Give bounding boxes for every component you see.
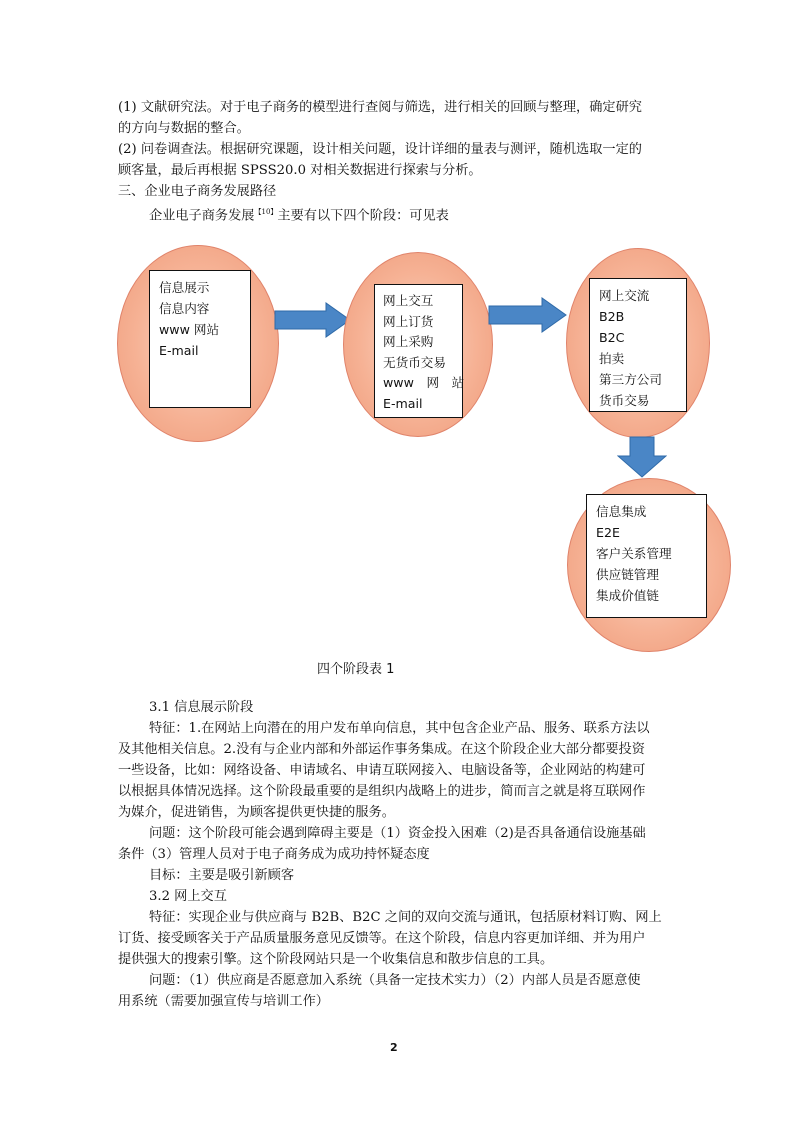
stage3-item: 货币交易 bbox=[599, 393, 650, 408]
stage4-item: 集成价值链 bbox=[596, 588, 659, 603]
reference-marker: 【10】 bbox=[254, 208, 278, 216]
paragraph-text: 问题：（1）供应商是否愿意加入系统（具备一定技术实力）（2）内部人员是否愿意使 bbox=[149, 973, 641, 988]
paragraph-text: 订货、接受顾客关于产品质量服务意见反馈等。在这个阶段，信息内容更加详细、并为用户 bbox=[118, 931, 646, 946]
stage1-item: 信息展示 bbox=[159, 280, 210, 295]
paragraph-method-1a: (1) 文献研究法。对于电子商务的模型进行查阅与筛选，进行相关的回顾与整理，确定研究 bbox=[118, 100, 642, 115]
right-arrow-icon bbox=[488, 297, 568, 333]
stage1-box bbox=[149, 270, 251, 408]
right-arrow-icon bbox=[274, 302, 352, 338]
page-number: 2 bbox=[390, 1041, 398, 1054]
stage2-item: E-mail bbox=[383, 395, 423, 411]
paragraph-method-2b: 顾客量，最后再根据 SPSS20.0 对相关数据进行探索与分析。 bbox=[118, 163, 482, 178]
paragraph-text: 以根据具体情况选择。这个阶段最重要的是组织内战略上的进步，简而言之就是将互联网作 bbox=[118, 784, 646, 799]
paragraph-text: 问题：这个阶段可能会遇到障碍主要是（1）资金投入困难（2)是否具备通信设施基础 bbox=[149, 826, 646, 841]
stage2-box bbox=[374, 284, 463, 418]
stage4-item: 客户关系管理 bbox=[596, 546, 672, 561]
paragraph-method-1b: 的方向与数据的整合。 bbox=[118, 121, 250, 136]
section-title-3-2: 3.2 网上交互 bbox=[149, 889, 227, 904]
stage2-item: 网上采购 bbox=[383, 334, 434, 349]
paragraph-text: 用系统（需要加强宣传与培训工作） bbox=[118, 994, 329, 1009]
paragraph-text: 为媒介，促进销售，为顾客提供更快捷的服务。 bbox=[118, 805, 395, 820]
paragraph-text: 条件（3）管理人员对于电子商务成为成功持怀疑态度 bbox=[118, 847, 430, 862]
lead-text-post: 主要有以下四个阶段：可见表 bbox=[277, 208, 449, 224]
stage1-item: www 网站 bbox=[159, 322, 220, 337]
stage4-item: 供应链管理 bbox=[596, 567, 659, 582]
lead-text-pre: 企业电子商务发展 bbox=[149, 208, 255, 224]
stage4-item: E2E bbox=[596, 525, 620, 540]
section-heading: 三、企业电子商务发展路径 bbox=[118, 184, 277, 199]
stage4-box bbox=[586, 494, 707, 618]
paragraph-text: 特征：实现企业与供应商与 B2B、B2C 之间的双向交流与通讯，包括原材料订购、网上 bbox=[149, 910, 662, 925]
down-arrow-icon bbox=[617, 436, 667, 478]
diagram-caption: 四个阶段表 1 bbox=[317, 662, 395, 677]
stage3-item: 网上交流 bbox=[599, 288, 650, 303]
stage3-item: 第三方公司 bbox=[599, 372, 662, 387]
stage1-item: 信息内容 bbox=[159, 301, 210, 316]
stage2-item: 网上订货 bbox=[383, 313, 434, 329]
stage4-item: 信息集成 bbox=[596, 504, 647, 519]
stage3-item: 拍卖 bbox=[599, 351, 625, 366]
section-title-3-1: 3.1 信息展示阶段 bbox=[149, 700, 254, 715]
stage3-item: B2B bbox=[599, 309, 625, 324]
stage3-item: B2C bbox=[599, 330, 625, 345]
paragraph-text: 提供强大的搜索引擎。这个阶段网站只是一个收集信息和散步信息的工具。 bbox=[118, 952, 554, 967]
stage2-item: www 网 站 bbox=[383, 375, 465, 390]
stage2-item: 无货币交易 bbox=[383, 354, 446, 370]
paragraph-text: 特征：1.在网站上向潜在的用户发布单向信息，其中包含企业产品、服务、联系方法以 bbox=[149, 721, 650, 736]
paragraph-text: 一些设备，比如：网络设备、申请域名、申请互联网接入、电脑设备等，企业网站的构建可 bbox=[118, 763, 646, 778]
lead-paragraph bbox=[118, 202, 678, 226]
stage1-item: E-mail bbox=[159, 343, 199, 358]
stage3-box bbox=[589, 278, 687, 412]
stage2-item: 网上交互 bbox=[383, 293, 434, 308]
paragraph-text: 及其他相关信息。2.没有与企业内部和外部运作事务集成。在这个阶段企业大部分都要投资 bbox=[118, 742, 645, 757]
paragraph-method-2a: (2) 问卷调查法。根据研究课题，设计相关问题，设计详细的量表与测评，随机选取一定的 bbox=[118, 142, 642, 157]
paragraph-text: 目标：主要是吸引新顾客 bbox=[149, 868, 295, 883]
